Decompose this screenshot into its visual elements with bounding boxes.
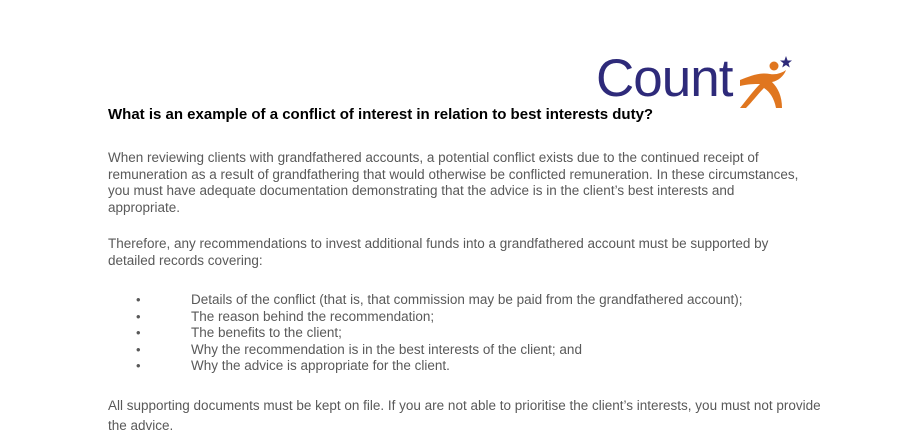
list-item-text: Why the advice is appropriate for the client. (191, 358, 450, 373)
star-shape (780, 56, 792, 68)
logo-wordmark: Count (596, 49, 733, 108)
list-item (108, 358, 808, 375)
bullet-icon: • (136, 325, 141, 340)
list-item (108, 325, 808, 342)
page-heading: What is an example of a conflict of interest in relation to best interests duty? (108, 106, 654, 123)
list-item (108, 292, 808, 309)
records-paragraph: Therefore, any recommendations to invest additional funds into a grandfathered account must be supported by detailed records covering: (108, 236, 769, 268)
runner-shape (740, 70, 786, 108)
bullet-icon: • (136, 292, 141, 307)
list-item-text: Details of the conflict (that is, that commission may be paid from the grandfathered account); (191, 292, 743, 307)
runner-star-icon (736, 54, 798, 110)
intro-paragraph: When reviewing clients with grandfathered accounts, a potential conflict exists due to the continued receipt of remuneration as a result of grandfathering that would otherwise be conflicted remuneration. In these circumstances, you must have adequate documentation demonstrating that the advice is in the client’s best interests and appropriate. (108, 150, 799, 215)
list-item-text: The benefits to the client; (191, 325, 342, 340)
bullet-icon: • (136, 358, 141, 373)
bullet-icon: • (136, 308, 141, 324)
list-item (108, 342, 808, 359)
runner-head (770, 62, 779, 71)
list-item (108, 309, 808, 326)
list-item-text: The reason behind the recommendation; (191, 308, 435, 324)
count-logo (596, 48, 801, 110)
closing-paragraph: All supporting documents must be kept on file. If you are not able to prioritise the client’s interests, you must not provide the advice. (108, 398, 821, 433)
list-item-text: Why the recommendation is in the best interests of the client; and (191, 341, 582, 357)
records-list (108, 292, 808, 375)
bullet-icon: • (136, 341, 141, 357)
